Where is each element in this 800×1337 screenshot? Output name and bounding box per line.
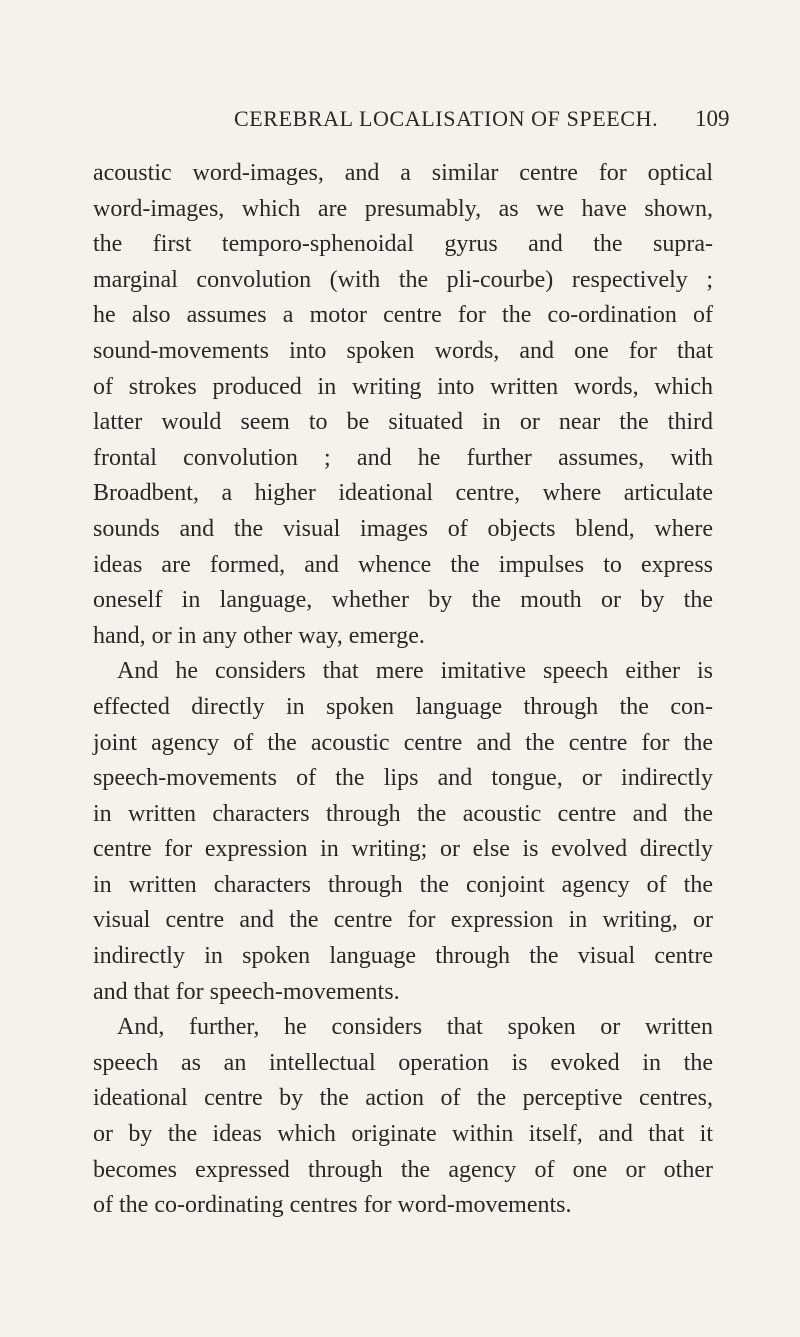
text-line: acoustic word-images, and a similar centre for optical	[93, 160, 713, 186]
paragraph-first-line: And he considers that mere imitative speech either is	[117, 658, 713, 685]
running-title: CEREBRAL LOCALISATION OF SPEECH.	[234, 106, 659, 131]
running-head	[0, 106, 800, 140]
text-line: Broadbent, a higher ideational centre, where articulate	[93, 480, 713, 507]
text-line: visual centre and the centre for expression in writing, or	[93, 907, 713, 934]
paragraph-first-line: And, further, he considers that spoken or written	[117, 1014, 713, 1041]
text-line: oneself in language, whether by the mouth or by the	[93, 587, 713, 614]
text-line: indirectly in spoken language through the visual centre	[93, 943, 713, 970]
text-line: ideational centre by the action of the perceptive centres,	[93, 1085, 713, 1112]
text-line: speech as an intellectual operation is evoked in the	[93, 1049, 713, 1076]
text-line: he also assumes a motor centre for the co-ordination of	[93, 302, 713, 329]
text-line: becomes expressed through the agency of one or other	[93, 1156, 713, 1183]
text-line: in written characters through the conjoint agency of the	[93, 871, 713, 898]
text-line: speech-movements of the lips and tongue, or indirectly	[93, 765, 713, 792]
text-line: word-images, which are presumably, as we have shown,	[93, 195, 713, 222]
text-line: latter would seem to be situated in or near the third	[93, 409, 713, 436]
paragraph-last-line: and that for speech-movements.	[93, 978, 400, 1005]
text-line: ideas are formed, and whence the impulses to express	[93, 551, 713, 578]
body-text	[93, 156, 713, 1224]
page-number: 109	[695, 106, 730, 131]
paragraph-last-line: hand, or in any other way, emerge.	[93, 622, 425, 649]
text-line: the first temporo-sphenoidal gyrus and the supra-	[93, 231, 713, 258]
text-line: effected directly in spoken language through the con-	[93, 693, 713, 720]
text-line: marginal convolution (with the pli-courbe) respectively ;	[93, 266, 713, 293]
text-line: of strokes produced in writing into written words, which	[93, 373, 713, 400]
text-line: or by the ideas which originate within itself, and that it	[93, 1121, 713, 1148]
text-line: sound-movements into spoken words, and one for that	[93, 337, 713, 364]
text-line: sounds and the visual images of objects blend, where	[93, 515, 713, 542]
text-line: in written characters through the acoustic centre and the	[93, 800, 713, 827]
paragraph-last-line: of the co-ordinating centres for word-movements.	[93, 1192, 572, 1219]
text-line: centre for expression in writing; or else is evolved directly	[93, 836, 713, 863]
text-line: joint agency of the acoustic centre and the centre for the	[93, 729, 713, 756]
text-line: frontal convolution ; and he further assumes, with	[93, 444, 713, 471]
